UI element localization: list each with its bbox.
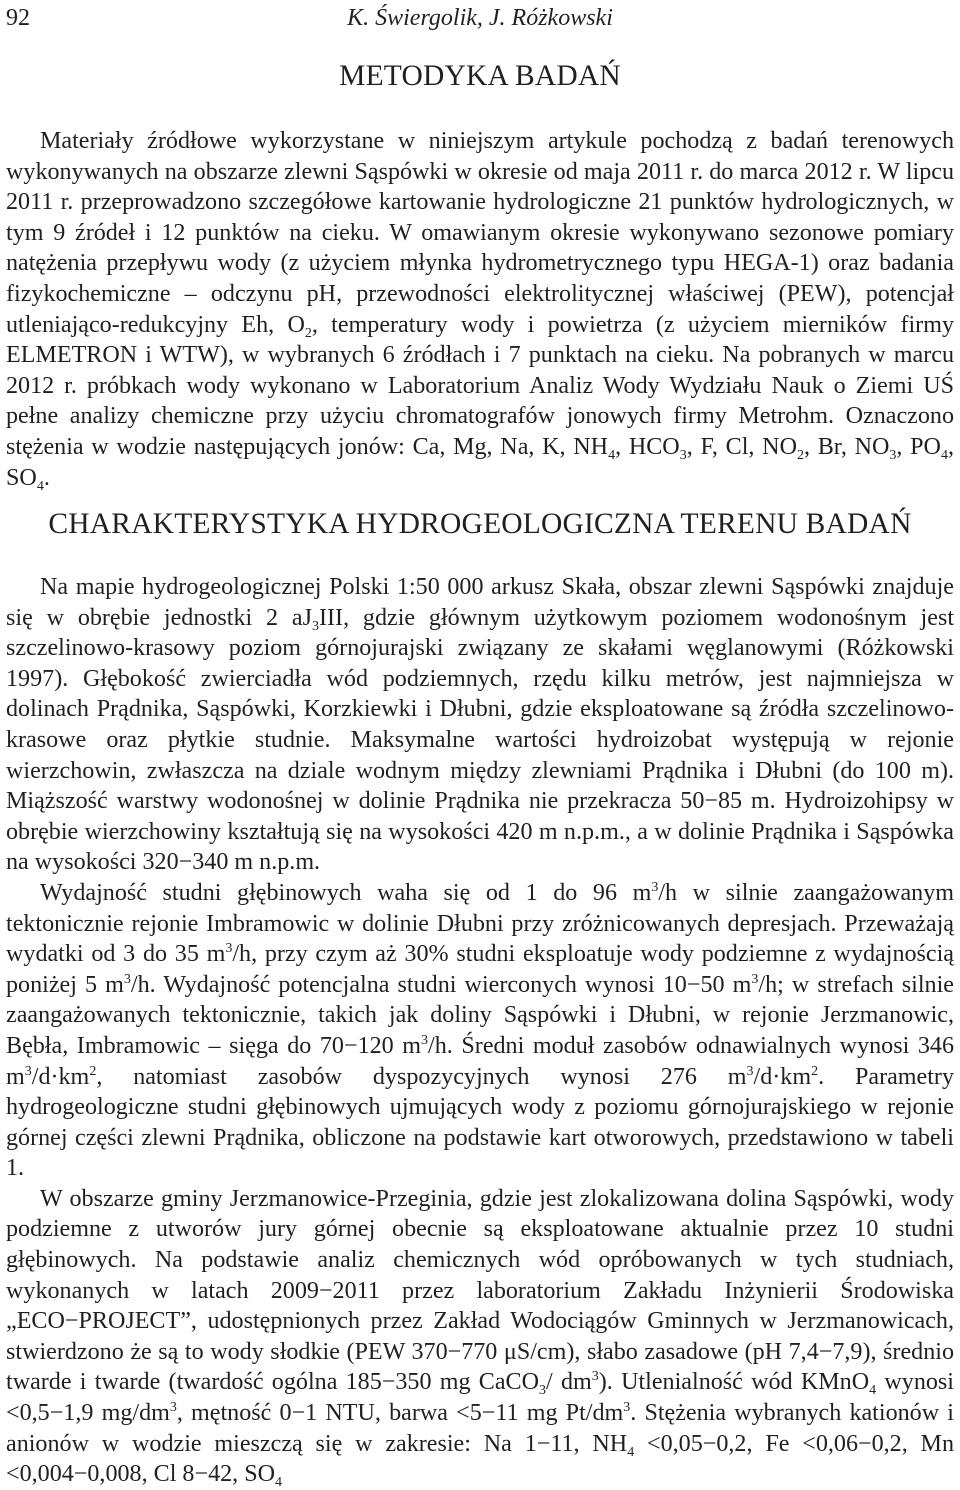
superscript: 3: [751, 971, 759, 987]
text-run: . Stężenia wybranych kationów i anionów w wodzie mieszczą się w zakresie: Na 1−11, NH: [6, 1400, 954, 1457]
superscript: 2: [811, 1063, 819, 1079]
subscript: 4: [627, 1444, 635, 1460]
running-head-authors: K. Świergolik, J. Różkowski: [347, 5, 613, 31]
hydrogeology-body: [6, 572, 954, 1490]
text-run: /d·km: [753, 1063, 812, 1090]
text-run: , temperatury wody i powietrza (z użyciem mierników firmy ELMETRON i WTW), w wybranych 6 źródłach i 7 punktach na cieku. Na pobranych w marcu 2012 r. próbkach wody wykonano w Laboratorium Analiz Wody Wydziału Nauk o Ziemi UŚ pełne analizy chemiczne przy użyciu chromatografów jonowych firmy Metrohm. Oznaczono stężenia w wodzie następujących jonów: Ca, Mg, Na, K, NH: [6, 311, 954, 460]
superscript: 2: [89, 1063, 97, 1079]
text-run: / dm: [546, 1369, 592, 1396]
text-run: , HCO: [615, 433, 680, 460]
subscript: 4: [940, 447, 948, 463]
text-run: /h. Średni moduł zasobów odnawialnych wynosi 346 m: [6, 1032, 954, 1090]
text-run: , PO: [896, 433, 941, 460]
text-run: <0,05−0,2, Fe <0,06−0,2, Mn <0,004−0,008, Cl 8−42, SO: [6, 1430, 955, 1488]
text-run: /d·km: [31, 1063, 90, 1090]
superscript: 3: [169, 1400, 177, 1416]
text-run: III, gdzie głównym użytkowym poziomem wodonośnym jest szczelinowo-krasowy poziom górnojurajski związany ze skałami węglanowymi (Różkowski 1997). Głębokość zwierciadła wód podziemnych, rzędu kilku metrów, jest najmniejsza w dolinach Prądnika, Sąspówki, Korzkiewki i Dłubni, gdzie eksploatowane są źródła szczelinowo-krasowe oraz płytkie studnie. Maksymalne wartości hydroizobat występują w rejonie wierzchowin, zwłaszcza na dziale wodnym między zlewniami Prądnika i Dłubni (do 100 m). Miąższość warstwy wodonośnej w dolinie Prądnika nie przekracza 50−85 m. Hydroizohipsy w obrębie wierzchowiny kształtują się na wysokości 420 m n.p.m., a w dolinie Prądnika i Sąspówka na wysokości 320−340 m n.p.m.: [6, 604, 955, 876]
text-run: wynosi <0,5−1,9 mg/dm: [6, 1369, 954, 1427]
superscript: 3: [591, 1369, 599, 1385]
text-run: /h w silnie zaangażowanym tektonicznie rejonie Imbramowic w dolinie Dłubni przy zróżnicowanych depresjach. Przeważają wydatki od 3 do 35 m: [6, 879, 954, 968]
paragraph-hydro-2: [6, 878, 954, 1184]
text-run: W obszarze gminy Jerzmanowice-Przeginia, gdzie jest zlokalizowana dolina Sąspówki, wody podziemne z utworów jury górnej obecnie są eksploatowane aktualnie przez 10 studni głębinowych. Na podstawie analiz chemicznych wód opróbowanych w tych studniach, wykonanych w latach 2009−2011 przez laboratorium Zakładu Inżynierii Środowiska „ECO−PROJECT”, udostępnionych przez Zakład Wodociągów Gminnych w Jerzmanowicach, stwierdzono że są to wody słodkie (PEW 370−770 μS/cm), słabo zasadowe (pH 7,4−7,9), średnio twarde i twarde (twardość ogólna 185−350 mg CaCO: [6, 1185, 954, 1396]
subscript: 3: [312, 618, 319, 634]
text-run: Materiały źródłowe wykorzystane w niniejszym artykule pochodzą z badań terenowych wykonywanych na obszarze zlewni Sąspówki w okresie od maja 2011 r. do marca 2012 r. W lipcu 2011 r. przeprowadzono szczegółowe kartowanie hydrologiczne 21 punktów hydrologicznych, w tym 9 źródeł i 12 punktów na cieku. W omawianym okresie wykonywano sezonowe pomiary natężenia przepływu wody (z użyciem młynka hydrometrycznego typu HEGA-1) oraz badania fizykochemiczne – odczynu pH, przewodności elektrolitycznej właściwej (PEW), potencjał utleniająco-redukcyjny Eh, O: [6, 128, 954, 338]
subscript: 4: [36, 478, 44, 494]
page-header: [6, 2, 954, 36]
text-run: Wydajność studni głębinowych waha się od 1 do 96 m: [40, 879, 652, 906]
text-run: .: [43, 464, 50, 491]
methodology-body: [6, 126, 954, 493]
section-title-methodology: METODYKA BADAŃ: [339, 60, 621, 92]
text-run: ). Utlenialność wód KMnO: [598, 1369, 870, 1396]
subscript: 3: [889, 447, 897, 463]
superscript: 3: [421, 1032, 429, 1048]
subscript: 4: [608, 447, 616, 463]
superscript: 3: [623, 1400, 631, 1416]
text-run: , natomiast zasobów dyspozycyjnych wynosi 276 m: [96, 1063, 747, 1090]
subscript: 4: [275, 1475, 283, 1490]
subscript: 3: [679, 447, 687, 463]
subscript: 2: [796, 447, 804, 463]
paragraph-methodology: [6, 126, 954, 493]
superscript: 3: [225, 941, 233, 957]
superscript: 3: [651, 879, 659, 895]
text-run: , mętność 0−1 NTU, barwa <5−11 mg Pt/dm: [176, 1400, 624, 1427]
text-run: , F, Cl, NO: [686, 433, 797, 460]
section-title-hydrogeology: CHARAKTERYSTYKA HYDROGEOLOGICZNA TERENU BADAŃ: [48, 508, 912, 540]
text-run: /h; w strefach silnie zaangażowanych tektonicznie, takich jak doliny Sąspówki i Dłubni, w rejonie Jerzmanowic, Bębła, Imbramowic – sięga do 70−120 m: [6, 971, 954, 1059]
text-run: /h, przy czym aż 30% studni eksploatuje wody podziemne z wydajnością poniżej 5 m: [6, 941, 954, 998]
text-run: . Parametry hydrogeologiczne studni głębinowych ujmujących wody z poziomu górnojurajskiego w rejonie górnej części zlewni Prądnika, obliczone na podstawie kart otworowych, przedstawiono w tabeli 1.: [6, 1063, 955, 1182]
subscript: 3: [539, 1383, 547, 1399]
text-run: , Br, NO: [803, 433, 890, 460]
text-run: /h. Wydajność potencjalna studni wierconych wynosi 10−50 m: [130, 971, 752, 998]
text-run: , SO: [6, 433, 954, 491]
text-run: Na mapie hydrogeologicznej Polski 1:50 000 arkusz Skała, obszar zlewni Sąspówki znajduje się w obrębie jednostki 2 aJ: [6, 574, 954, 631]
paragraph-hydro-1: [6, 572, 954, 878]
superscript: 3: [746, 1063, 754, 1079]
superscript: 3: [24, 1063, 32, 1079]
subscript: 4: [869, 1383, 877, 1399]
subscript: 2: [304, 325, 312, 341]
paragraph-hydro-3: [6, 1184, 954, 1490]
superscript: 3: [123, 971, 131, 987]
page-number: 92: [6, 5, 30, 31]
